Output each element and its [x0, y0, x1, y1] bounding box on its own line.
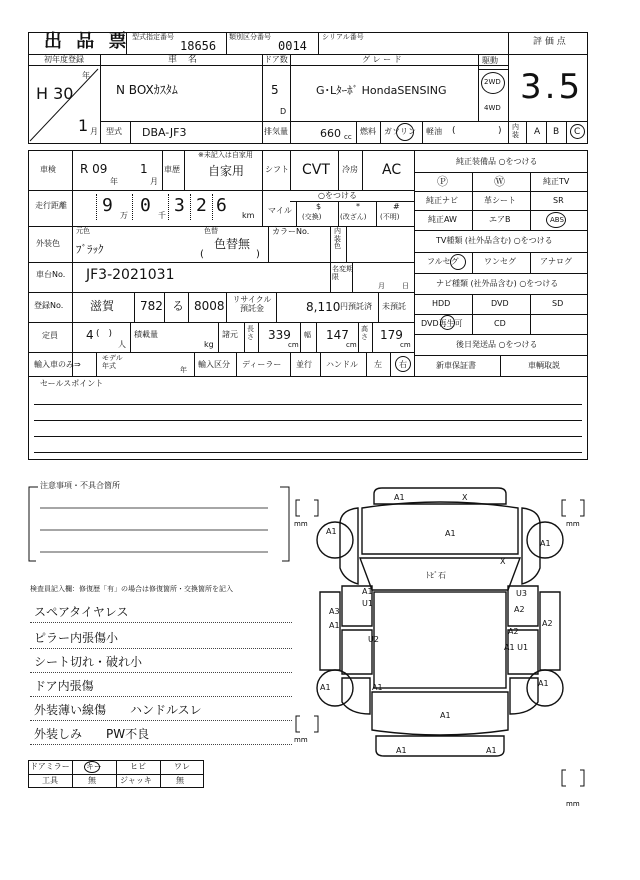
sym-hash: #: [393, 202, 400, 211]
class-code-label: 類別区分番号: [229, 33, 271, 41]
divider: [358, 322, 359, 352]
doors-suffix: D: [280, 107, 287, 116]
divider: [160, 760, 161, 788]
dealer-label: ディーラー: [242, 360, 282, 369]
mm-label-rl: mm: [294, 736, 308, 744]
later-header: 後日発送品 ○をつける: [456, 340, 538, 349]
note-underline: [30, 622, 292, 623]
month-unit: 月: [90, 127, 98, 136]
length-label: 長さ: [247, 325, 254, 341]
mileage-digit-3: 3: [174, 195, 185, 216]
reg-kana: る: [172, 299, 185, 313]
width-unit: cm: [346, 341, 357, 349]
history-label: 車歴: [164, 165, 180, 174]
mark-rf-door: U3: [516, 589, 527, 598]
divider: [414, 294, 588, 295]
inspection-month-unit: 月: [150, 177, 158, 186]
divider: [366, 352, 367, 376]
doors: 5: [271, 83, 279, 97]
reg-number: 8008: [194, 299, 225, 313]
divider: [96, 352, 97, 376]
divider: [318, 32, 319, 54]
color-change-bracket: (: [200, 249, 204, 260]
nav-dvd: DVD: [491, 299, 509, 308]
mileage-digit-1: 9: [102, 195, 113, 216]
score: 3.5: [520, 67, 584, 107]
doors-label: ドア数: [264, 55, 288, 64]
divider: [126, 32, 127, 54]
tampered-label: (改ざん): [340, 213, 367, 221]
fuel-label: 燃料: [360, 127, 376, 136]
divider: [338, 201, 339, 226]
recycle: 8,110: [306, 300, 341, 314]
recycle-label: リサイクル預託金: [232, 295, 272, 313]
length-unit: cm: [288, 341, 299, 349]
divider: [478, 69, 508, 70]
acc-tools: 工具: [42, 776, 58, 785]
mark-left-fender: A3: [329, 607, 340, 616]
divider: [194, 352, 195, 376]
divider: [72, 150, 73, 376]
history: 自家用: [208, 164, 245, 178]
capacity-bracket: ( ): [96, 329, 113, 339]
divider: [28, 65, 508, 66]
mileage-digit-4: 2: [196, 195, 207, 216]
model-year-unit: 年: [180, 366, 187, 374]
handle-label: ハンドル: [326, 360, 358, 369]
sales-line: [34, 436, 582, 437]
divider: [414, 355, 588, 356]
later-manual: 車輌取説: [528, 361, 560, 370]
note-underline: [30, 696, 292, 697]
divider: [378, 292, 379, 322]
mileage-digit-2: 0: [140, 195, 151, 216]
divider: [352, 262, 353, 292]
sen-unit: 千: [158, 211, 166, 220]
divider: [134, 292, 135, 322]
fuel-other-bracket-end: ): [498, 126, 502, 136]
divider: [500, 355, 501, 376]
mark-windshield-chip: ﾄﾋﾞ石: [426, 571, 446, 580]
divider: [184, 150, 185, 190]
mark-lf-door-2: U1: [362, 599, 373, 608]
divider: [320, 352, 321, 376]
displacement-label: 排気量: [264, 127, 288, 136]
mm-label-fr: mm: [566, 520, 580, 528]
divider: [526, 121, 527, 144]
nav-cd: CD: [494, 319, 506, 328]
mark-rr-fender: A2: [542, 619, 553, 628]
mark-rr-door: A2: [508, 627, 519, 636]
divider: [422, 121, 423, 144]
acc-tools-val: 無: [88, 776, 96, 785]
divider: [218, 322, 219, 352]
car-name: N BOXｶｽﾀﾑ: [116, 83, 178, 97]
chassis-label: 車台No.: [36, 270, 66, 279]
divider: [236, 352, 237, 376]
mile-label: マイル: [268, 206, 292, 215]
notes-label: 注意事項・不具合箇所: [40, 481, 120, 490]
mark-windshield-x: X: [500, 557, 506, 566]
divider: [414, 172, 588, 173]
color-change-label: 色替: [204, 227, 218, 235]
divider: [338, 150, 339, 190]
reg-class: 782: [140, 299, 163, 313]
mark-front-bumper-x: X: [462, 493, 468, 502]
mm-label-fl: mm: [294, 520, 308, 528]
aircon-label: 冷房: [342, 165, 358, 174]
interior-b: B: [553, 127, 560, 137]
fuel-gas: ガソリン: [384, 127, 416, 136]
divider: [28, 322, 414, 323]
name-change-label: 名変期限: [332, 265, 353, 282]
divider: [262, 190, 263, 226]
equip-oem-aw: 純正AW: [428, 215, 457, 224]
divider: [258, 322, 259, 352]
shift-label: シフト: [265, 165, 289, 174]
man-unit: 万: [120, 211, 128, 220]
sales-line: [34, 452, 582, 453]
recycle-unit: 円預託済: [340, 302, 372, 311]
divider: [414, 230, 588, 231]
divider: [96, 194, 97, 220]
equip-abs-circle: [546, 212, 566, 228]
divider: [530, 252, 531, 273]
divider: [380, 121, 381, 144]
divider: [508, 32, 509, 144]
acc-jack: ジャッキ: [120, 776, 152, 785]
divider: [132, 194, 133, 220]
divider: [372, 322, 373, 352]
divider: [346, 226, 347, 262]
displacement-unit: cc: [344, 133, 352, 141]
divider: [268, 226, 269, 262]
divider: [28, 54, 588, 55]
divider: [530, 294, 531, 334]
divider: [130, 121, 131, 144]
km-unit: km: [242, 211, 255, 220]
mark-rf-door-2: A2: [514, 605, 525, 614]
color-no-label: カラーNo.: [272, 227, 310, 236]
acc-crack: ヒビ: [130, 762, 146, 771]
divider: [164, 292, 165, 322]
equip-leather: 革シート: [484, 196, 516, 205]
divider: [472, 252, 473, 273]
aircon: AC: [382, 162, 402, 178]
sales-line: [34, 404, 582, 405]
interior-color-label: 内装色: [334, 227, 341, 251]
mark-lr-door: U2: [368, 635, 379, 644]
divider: [390, 352, 391, 376]
divider: [376, 201, 377, 226]
note-line-1: スペアタイヤレス: [34, 605, 129, 619]
drive-2wd: 2WD: [484, 78, 501, 86]
equipment-header: 純正装備品 ○をつける: [456, 157, 538, 166]
car-diagram: [290, 474, 590, 810]
height-label: 高さ: [361, 325, 368, 341]
interior-a: A: [534, 127, 541, 137]
grade: G･Lﾀｰﾎﾞ HondaSENSING: [316, 84, 447, 97]
divider: [28, 292, 414, 293]
sym-star: *: [356, 202, 360, 211]
first-reg-month: 1: [78, 116, 89, 135]
divider: [356, 121, 357, 144]
divider: [168, 194, 169, 220]
exchange-label: (交換): [302, 213, 322, 221]
equip-sunroof: SR: [553, 196, 564, 205]
equip-power-steering: Ⓟ: [437, 175, 448, 188]
car-name-label: 車 名: [168, 55, 201, 65]
length: 339: [268, 328, 291, 342]
divider: [212, 194, 213, 220]
mileage-circle-note: ○をつける: [318, 191, 357, 200]
inspector-note: 検査員記入欄：修復歴「有」の場合は修復箇所・交換箇所を記入: [30, 585, 233, 593]
equip-power-window: Ⓦ: [494, 175, 505, 188]
capacity: 4: [86, 328, 94, 342]
inspection-month: 1: [140, 162, 148, 176]
divider: [226, 292, 227, 322]
divider: [414, 334, 588, 335]
divider: [276, 292, 277, 322]
class-code: 0014: [278, 39, 307, 53]
nav-sd: SD: [552, 299, 564, 308]
color-change: 色替無: [214, 237, 251, 251]
equip-abs: ABS: [550, 216, 564, 224]
type-label: 型式: [106, 127, 122, 136]
model-code: 18656: [180, 39, 217, 53]
sales-point-label: セールスポイント: [40, 379, 104, 388]
divider: [546, 121, 547, 144]
inspection-year: R 09: [80, 162, 108, 176]
divider: [28, 352, 414, 353]
reg-region: 滋賀: [90, 299, 115, 313]
divider: [262, 54, 263, 144]
height: 179: [380, 328, 403, 342]
divider: [330, 262, 331, 292]
mark-lf-door: A1: [362, 587, 373, 596]
note-underline: [30, 672, 292, 673]
left-label: 左: [374, 360, 382, 369]
note-underline: [30, 744, 292, 745]
divider: [290, 121, 291, 144]
sym-dollar: $: [316, 202, 322, 211]
acc-mirror: ドアミラー: [30, 762, 70, 771]
divider: [100, 54, 101, 144]
notes-bracket: [28, 481, 290, 564]
right-circle: [395, 356, 411, 372]
divider: [472, 294, 473, 334]
divider: [414, 150, 415, 376]
divider: [316, 322, 317, 352]
divider: [414, 252, 588, 253]
model-year-label: モデル年式: [102, 354, 123, 371]
mark-lr-wheel: A1: [320, 683, 331, 692]
tv-fullseg-circle: [450, 254, 466, 270]
divider: [472, 172, 473, 230]
mark-rear-gate: A1: [440, 711, 451, 720]
fuel-gas-circle: [396, 123, 414, 141]
nav-dvd-playback-circle: [440, 315, 455, 330]
divider: [116, 760, 117, 788]
right-label: 右: [399, 360, 407, 369]
orig-color-label: 元色: [76, 227, 90, 235]
first-reg-year-unit: 年: [82, 71, 90, 80]
divider: [188, 292, 189, 322]
acc-jack-val: 無: [176, 776, 184, 785]
interior-c: C: [574, 127, 581, 137]
interior-label: 内装: [512, 123, 519, 139]
acc-key-circle: [84, 761, 100, 773]
history-note: ※未記入は自家用: [198, 151, 253, 159]
divider: [414, 314, 588, 315]
displacement: 660: [320, 127, 341, 140]
note-line-4: ドア内張傷: [34, 679, 94, 693]
exterior-color: ﾌﾞﾗｯｸ: [76, 243, 104, 256]
capacity-label: 定員: [42, 331, 58, 340]
serial-label: シリアル番号: [322, 33, 364, 41]
divider: [28, 262, 414, 263]
reg-label: 登録No.: [34, 301, 64, 310]
drive-4wd: 4WD: [484, 104, 501, 112]
divider: [244, 322, 245, 352]
divider: [296, 201, 297, 226]
divider: [130, 322, 131, 352]
shift: CVT: [302, 162, 330, 178]
equip-oem-nav: 純正ナビ: [426, 196, 458, 205]
name-change-day: 日: [402, 282, 409, 290]
load-label: 積載量: [134, 330, 158, 339]
note-underline: [30, 648, 292, 649]
divider: [162, 150, 163, 190]
color-change-bracket-end: ): [256, 249, 260, 260]
exterior-color-label: 外装色: [36, 239, 60, 248]
interior-c-circle: [570, 124, 585, 139]
mark-rr-wheel: A1: [538, 679, 549, 688]
acc-break: ワレ: [174, 762, 190, 771]
divider: [226, 32, 227, 54]
note-line-3: シート切れ・破れ小: [34, 655, 143, 669]
tv-header: TV種類 (社外品含む) ○をつける: [436, 236, 553, 245]
mileage-digit-5: 6: [216, 195, 227, 216]
later-warranty: 新車保証書: [436, 361, 476, 370]
model-code-label: 型式指定番号: [132, 33, 174, 41]
divider: [530, 172, 531, 230]
person-unit: 人: [118, 340, 126, 349]
divider: [414, 191, 588, 192]
divider: [566, 121, 567, 144]
mark-rear-bumper-r: A1: [486, 746, 497, 755]
inspection-label: 車検: [40, 165, 56, 174]
mark-left-fender-2: A1: [329, 621, 340, 630]
mm-label-rr: mm: [566, 800, 580, 808]
divider: [300, 322, 301, 352]
note-line-6: 外装しみ PW不良: [34, 727, 150, 741]
equip-oem-tv: 純正TV: [543, 177, 570, 186]
divider: [262, 150, 263, 190]
recycle-status: 未預託: [382, 302, 406, 311]
divider: [330, 226, 331, 262]
first-reg-era: H 30: [36, 84, 74, 103]
equip-airbag: エアB: [489, 215, 511, 224]
kg-unit: kg: [204, 340, 214, 349]
fuel-diesel: 軽油: [426, 127, 442, 136]
sales-line: [34, 420, 582, 421]
tv-fullseg: フルセグ: [427, 257, 459, 266]
mark-rear-bumper-l: A1: [396, 746, 407, 755]
divider: [290, 352, 291, 376]
divider: [414, 273, 588, 274]
form-title: 出 品 票: [44, 31, 131, 52]
inspection-year-unit: 年: [110, 177, 118, 186]
note-line-2: ピラー内張傷小: [34, 631, 119, 645]
width: 147: [326, 328, 349, 342]
name-change-month: 月: [378, 282, 385, 290]
tv-analog: アナログ: [540, 257, 572, 266]
divider: [100, 121, 588, 122]
divider: [290, 150, 291, 190]
mark-lf-wheel: A1: [326, 527, 337, 536]
mileage-label: 走行距離: [35, 201, 67, 210]
acc-key: キー: [86, 762, 102, 771]
drive-label: 駆動: [482, 56, 498, 65]
nav-hdd: HDD: [432, 299, 451, 308]
import-label: 輸入車のみ⇒: [34, 360, 81, 369]
mark-lr-quarter: A1: [372, 683, 383, 692]
divider: [362, 150, 363, 190]
type: DBA-JF3: [142, 126, 187, 139]
import-class-label: 輸入区分: [198, 360, 230, 369]
chassis: JF3-2021031: [86, 267, 175, 283]
grade-label: グ レ ー ド: [362, 55, 402, 64]
tv-oneseg: ワンセグ: [484, 257, 516, 266]
mark-rr-door-2: A1 U1: [504, 643, 529, 652]
mark-front-bumper: A1: [394, 493, 405, 502]
divider: [28, 376, 588, 377]
unknown-label: (不明): [380, 213, 400, 221]
width-label: 幅: [304, 331, 311, 339]
divider: [72, 760, 73, 788]
dims-label: 諸元: [222, 330, 238, 339]
nav-header: ナビ種類 (社外品含む) ○をつける: [436, 279, 559, 288]
note-underline: [30, 720, 292, 721]
first-reg-label: 初年度登録: [44, 55, 84, 64]
parallel-label: 並行: [296, 360, 312, 369]
score-label: 評 価 点: [533, 37, 566, 47]
mark-rf-wheel: A1: [540, 539, 551, 548]
mark-hood: A1: [445, 529, 456, 538]
note-line-5: 外装薄い線傷 ハンドルスレ: [34, 703, 202, 717]
fuel-other-bracket: (: [452, 126, 456, 136]
height-unit: cm: [400, 341, 411, 349]
divider: [190, 194, 191, 220]
nav-dvd-playback: DVD再生可: [421, 319, 463, 328]
divider: [414, 210, 588, 211]
